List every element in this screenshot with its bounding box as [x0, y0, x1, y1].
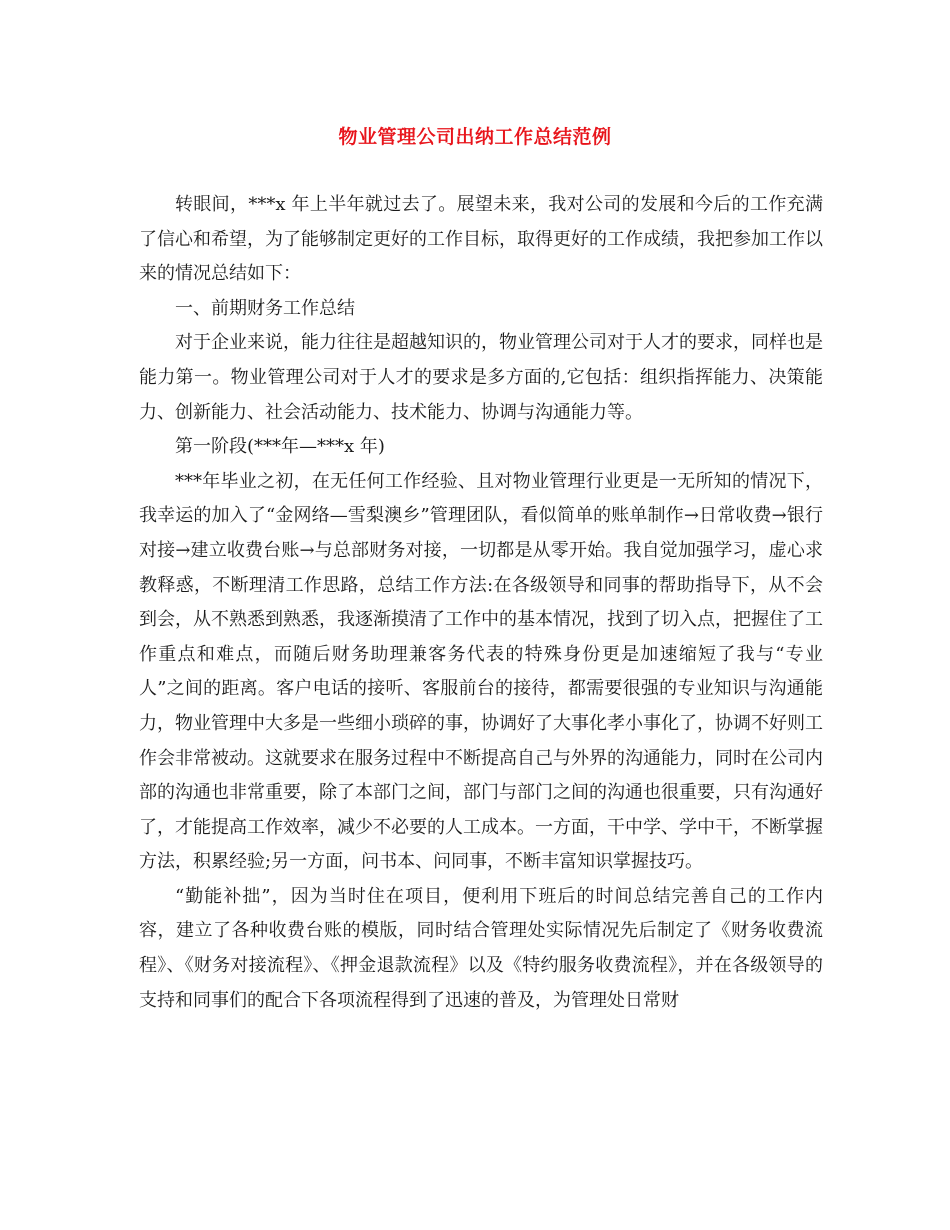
paragraph-intro: 转眼间，***x 年上半年就过去了。展望未来，我对公司的发展和今后的工作充满了信心和希望，为了能够制定更好的工作目标，取得更好的工作成绩，我把参加工作以来的情况总结如下： — [139, 194, 823, 285]
paragraph-diligence: “勤能补拙”，因为当时住在项目，便利用下班后的时间总结完善自己的工作内容，建立了各种收费台账的模版，同时结合管理处实际情况先后制定了《财务收费流程》、《财务对接流程》、《押金退款流程》以及《特约服务收费流程》，并在各级领导的支持和同事们的配合下各项流程得到了迅速的普及，为管理处日常财 — [139, 885, 823, 1011]
paragraph-stage-one: ***年毕业之初，在无任何工作经验、且对物业管理行业更是一无所知的情况下，我幸运的加入了“金网络—雪梨澳乡”管理团队，看似简单的账单制作→日常收费→银行对接→建立收费台账→与总部财务对接，一切都是从零开始。我自觉加强学习，虚心求教释惑，不断理清工作思路，总结工作方法:在各级领导和同事的帮助指导下，从不会到会，从不熟悉到熟悉，我逐渐摸清了工作中的基本情况，找到了切入点，把握住了工作重点和难点，而随后财务助理兼客务代表的特殊身份更是加速缩短了我与“专业人”之间的距离。客户电话的接听、客服前台的接待，都需要很强的专业知识与沟通能力，物业管理中大多是一些细小琐碎的事，协调好了大事化孝小事化了，协调不好则工作会非常被动。这就要求在服务过程中不断提高自己与外界的沟通能力，同时在公司内部的沟通也非常重要，除了本部门之间，部门与部门之间的沟通也很重要，只有沟通好了，才能提高工作效率，减少不必要的人工成本。一方面，干中学、学中干，不断掌握方法，积累经验;另一方面，问书本、问同事，不断丰富知识掌握技巧。 — [139, 470, 823, 873]
document-body — [139, 188, 823, 1018]
paragraph-ability: 对于企业来说，能力往往是超越知识的，物业管理公司对于人才的要求，同样也是能力第一。物业管理公司对于人才的要求是多方面的,它包括：组织指挥能力、决策能力、创新能力、社会活动能力、技术能力、协调与沟通能力等。 — [139, 332, 823, 423]
section-heading: 一、前期财务工作总结 — [175, 297, 355, 319]
stage-heading: 第一阶段(***年—***x 年) — [175, 436, 385, 458]
document-title: 物业管理公司出纳工作总结范例 — [338, 126, 612, 148]
